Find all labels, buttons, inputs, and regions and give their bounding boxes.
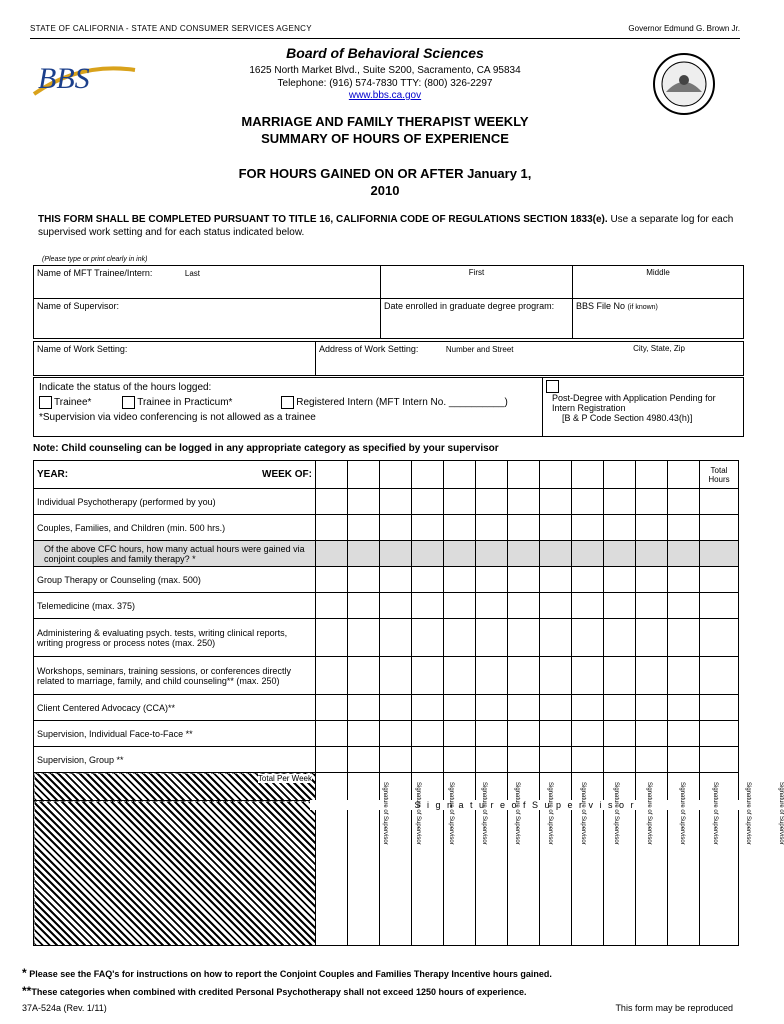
total-per-week-cell bbox=[34, 773, 316, 801]
hours-cell[interactable] bbox=[476, 721, 508, 747]
hours-row bbox=[34, 567, 739, 593]
name-table bbox=[33, 265, 744, 339]
hours-cell[interactable] bbox=[412, 515, 444, 541]
signature-cell[interactable] bbox=[540, 801, 572, 946]
hours-cell[interactable] bbox=[604, 657, 636, 695]
hours-cell[interactable] bbox=[540, 489, 572, 515]
hours-cell[interactable] bbox=[572, 657, 604, 695]
instructions-rest: Use a separate log for each supervised work setting and for each status indicated below. bbox=[38, 214, 734, 238]
hours-cell[interactable] bbox=[508, 567, 540, 593]
hours-cell[interactable] bbox=[668, 721, 700, 747]
week-cell[interactable] bbox=[668, 461, 700, 489]
footnote-double-star bbox=[22, 984, 527, 998]
supervisor-name-field[interactable] bbox=[34, 299, 381, 339]
hours-cell[interactable] bbox=[444, 619, 476, 657]
child-counseling-note: Note: Child counseling can be logged in any appropriate category as specified by your supervisor bbox=[33, 443, 499, 454]
week-cell[interactable] bbox=[380, 461, 412, 489]
week-cell[interactable] bbox=[572, 461, 604, 489]
hours-cell[interactable] bbox=[348, 541, 380, 567]
footnote-1: Please see the FAQ's for instructions on how to report the Conjoint Couples and Families Therapy Incentive hours gained. bbox=[29, 969, 552, 979]
hours-cell[interactable] bbox=[476, 747, 508, 773]
bp-code-label: [B & P Code Section 4980.43(h)] bbox=[562, 413, 693, 423]
hours-cell[interactable] bbox=[604, 541, 636, 567]
hours-cell[interactable] bbox=[476, 657, 508, 695]
hours-cell[interactable] bbox=[412, 567, 444, 593]
work-address-label: Address of Work Setting: bbox=[319, 344, 419, 354]
hours-cell[interactable] bbox=[508, 695, 540, 721]
subtitle-line-2: 2010 bbox=[370, 183, 400, 198]
hours-cell[interactable] bbox=[668, 695, 700, 721]
signature-column-text: Signature of Supervisor bbox=[547, 782, 553, 845]
hours-grid bbox=[33, 460, 739, 946]
year-label: YEAR: bbox=[37, 469, 69, 480]
hours-cell[interactable] bbox=[316, 541, 348, 567]
hours-cell[interactable] bbox=[540, 567, 572, 593]
hours-cell[interactable] bbox=[444, 721, 476, 747]
hours-cell[interactable] bbox=[508, 721, 540, 747]
hours-cell[interactable] bbox=[636, 695, 668, 721]
agency-name: STATE OF CALIFORNIA - STATE AND CONSUMER SERVICES AGENCY bbox=[30, 24, 312, 33]
hours-cell[interactable] bbox=[348, 593, 380, 619]
hours-row-label: Administering & evaluating psych. tests, writing clinical reports, writing progress or process notes (max. 250) bbox=[34, 619, 316, 657]
hours-cell[interactable] bbox=[444, 515, 476, 541]
hours-cell[interactable] bbox=[668, 593, 700, 619]
hours-cell[interactable] bbox=[380, 657, 412, 695]
status-cell bbox=[34, 378, 543, 437]
hours-cell[interactable] bbox=[636, 541, 668, 567]
hours-cell[interactable] bbox=[412, 721, 444, 747]
year-week-header bbox=[34, 461, 316, 489]
hours-cell[interactable] bbox=[540, 747, 572, 773]
practicum-checkbox[interactable] bbox=[122, 396, 135, 409]
week-of-label: WEEK OF: bbox=[262, 469, 312, 480]
hours-cell[interactable] bbox=[604, 515, 636, 541]
hours-cell[interactable] bbox=[572, 721, 604, 747]
total-per-week-label: Total Per Week bbox=[257, 774, 312, 783]
hours-cell[interactable] bbox=[348, 567, 380, 593]
hours-cell[interactable] bbox=[380, 567, 412, 593]
signature-column-text: Signature of Supervisor bbox=[745, 782, 751, 845]
work-setting-label: Name of Work Setting: bbox=[37, 344, 128, 354]
hours-cell[interactable] bbox=[412, 541, 444, 567]
hours-row bbox=[34, 541, 739, 567]
footnote-2: These categories when combined with credited Personal Psychotherapy shall not exceed 1250 hours of experience. bbox=[31, 987, 527, 997]
hours-cell[interactable] bbox=[316, 721, 348, 747]
hours-cell[interactable] bbox=[636, 489, 668, 515]
hours-row bbox=[34, 619, 739, 657]
row-total-cell[interactable] bbox=[700, 695, 739, 721]
row-total-cell[interactable] bbox=[700, 657, 739, 695]
signature-column-text: Signature of Supervisor bbox=[679, 782, 685, 845]
hours-row bbox=[34, 721, 739, 747]
registered-intern-checkbox[interactable] bbox=[281, 396, 294, 409]
hours-cell[interactable] bbox=[348, 619, 380, 657]
hours-cell[interactable] bbox=[604, 721, 636, 747]
week-cell[interactable] bbox=[444, 461, 476, 489]
hours-cell[interactable] bbox=[668, 747, 700, 773]
signature-cell[interactable] bbox=[572, 801, 604, 946]
week-cell[interactable] bbox=[540, 461, 572, 489]
signature-column-text: Signature of Supervisor bbox=[778, 782, 784, 845]
video-note: *Supervision via video conferencing is not allowed as a trainee bbox=[39, 412, 316, 423]
last-label: Last bbox=[184, 269, 201, 278]
practicum-label: Trainee in Practicum* bbox=[137, 397, 233, 409]
total-week-cell[interactable] bbox=[540, 773, 572, 801]
hours-cell[interactable] bbox=[380, 593, 412, 619]
week-cell[interactable] bbox=[508, 461, 540, 489]
city-state-zip-label: City, State, Zip bbox=[633, 344, 685, 353]
governor-name: Governor Edmund G. Brown Jr. bbox=[628, 24, 740, 33]
hours-row bbox=[34, 657, 739, 695]
hours-cell[interactable] bbox=[316, 657, 348, 695]
hours-cell[interactable] bbox=[636, 567, 668, 593]
hours-row bbox=[34, 515, 739, 541]
post-degree-label: Post-Degree with Application Pending for Intern Registration bbox=[552, 393, 716, 413]
bbs-logo bbox=[30, 52, 140, 107]
hours-cell[interactable] bbox=[476, 489, 508, 515]
row-total-cell[interactable] bbox=[700, 747, 739, 773]
middle-name-field[interactable] bbox=[573, 266, 744, 299]
hours-cell[interactable] bbox=[380, 515, 412, 541]
total-week-cell[interactable] bbox=[348, 773, 380, 801]
hours-cell[interactable] bbox=[540, 657, 572, 695]
state-seal-icon bbox=[652, 52, 716, 116]
hours-cell[interactable] bbox=[444, 695, 476, 721]
hours-cell[interactable] bbox=[508, 541, 540, 567]
hours-row bbox=[34, 593, 739, 619]
trainee-checkbox[interactable] bbox=[39, 396, 52, 409]
hours-cell[interactable] bbox=[412, 593, 444, 619]
signature-cell[interactable] bbox=[604, 801, 636, 946]
hours-cell[interactable] bbox=[380, 721, 412, 747]
hours-cell[interactable] bbox=[444, 747, 476, 773]
hours-cell[interactable] bbox=[316, 489, 348, 515]
hours-cell[interactable] bbox=[412, 619, 444, 657]
signature-cell[interactable] bbox=[508, 801, 540, 946]
hours-cell[interactable] bbox=[668, 567, 700, 593]
registered-intern-label: Registered Intern (MFT Intern No. __________) bbox=[296, 397, 508, 409]
hours-row-label: Telemedicine (max. 375) bbox=[34, 593, 316, 619]
total-week-cell[interactable] bbox=[316, 773, 348, 801]
row-total-cell[interactable] bbox=[700, 515, 739, 541]
hours-cell[interactable] bbox=[508, 489, 540, 515]
signature-banner: S i g n a t u r e o f S u p e r v i s o r bbox=[310, 800, 740, 810]
row-total-cell[interactable] bbox=[700, 489, 739, 515]
date-enrolled-field[interactable] bbox=[381, 299, 573, 339]
title-line-1: MARRIAGE AND FAMILY THERAPIST WEEKLY bbox=[241, 114, 529, 129]
signature-column-text: Signature of Supervisor bbox=[514, 782, 520, 845]
hours-cell[interactable] bbox=[444, 567, 476, 593]
hours-row bbox=[34, 489, 739, 515]
top-banner bbox=[30, 20, 740, 39]
instructions-bold: THIS FORM SHALL BE COMPLETED PURSUANT TO TITLE 16, CALIFORNIA CODE OF REGULATIONS SECTION 1833(e). bbox=[38, 214, 608, 225]
hours-cell[interactable] bbox=[348, 657, 380, 695]
week-cell[interactable] bbox=[476, 461, 508, 489]
hours-cell[interactable] bbox=[604, 747, 636, 773]
hours-cell[interactable] bbox=[444, 593, 476, 619]
status-table bbox=[33, 377, 744, 437]
hours-cell[interactable] bbox=[380, 489, 412, 515]
hours-cell[interactable] bbox=[540, 695, 572, 721]
hours-cell[interactable] bbox=[348, 695, 380, 721]
hours-cell[interactable] bbox=[604, 489, 636, 515]
hours-cell[interactable] bbox=[444, 489, 476, 515]
hours-cell[interactable] bbox=[636, 515, 668, 541]
signature-column-text: Signature of Supervisor bbox=[646, 782, 652, 845]
row-total-cell[interactable] bbox=[700, 567, 739, 593]
week-cell[interactable] bbox=[316, 461, 348, 489]
hours-cell[interactable] bbox=[636, 747, 668, 773]
hours-cell[interactable] bbox=[668, 541, 700, 567]
hours-cell[interactable] bbox=[380, 747, 412, 773]
hours-cell[interactable] bbox=[380, 695, 412, 721]
total-week-cell[interactable] bbox=[572, 773, 604, 801]
hours-cell[interactable] bbox=[476, 541, 508, 567]
hours-cell[interactable] bbox=[572, 541, 604, 567]
footnote-star bbox=[22, 966, 552, 980]
hours-cell[interactable] bbox=[476, 515, 508, 541]
middle-label: Middle bbox=[646, 268, 670, 277]
hours-cell[interactable] bbox=[412, 695, 444, 721]
first-name-field[interactable] bbox=[381, 266, 573, 299]
hours-cell[interactable] bbox=[540, 541, 572, 567]
hours-row-label: Individual Psychotherapy (performed by you) bbox=[34, 489, 316, 515]
form-subtitle bbox=[150, 165, 620, 199]
address-line: 1625 North Market Blvd., Suite S200, Sacramento, CA 95834 bbox=[249, 65, 521, 76]
hours-cell[interactable] bbox=[604, 593, 636, 619]
week-cell[interactable] bbox=[412, 461, 444, 489]
trainee-label: Trainee* bbox=[54, 397, 92, 409]
total-week-cell[interactable] bbox=[604, 773, 636, 801]
hours-cell[interactable] bbox=[348, 489, 380, 515]
signature-column-text: Signature of Supervisor bbox=[415, 782, 421, 845]
hours-cell[interactable] bbox=[380, 619, 412, 657]
status-label: Indicate the status of the hours logged: bbox=[39, 382, 212, 393]
hours-row-label: Of the above CFC hours, how many actual hours were gained via conjoint couples and family therapy? * bbox=[34, 541, 316, 567]
bbs-file-field[interactable] bbox=[573, 299, 744, 339]
week-cell[interactable] bbox=[348, 461, 380, 489]
hours-cell[interactable] bbox=[412, 747, 444, 773]
hours-cell[interactable] bbox=[348, 515, 380, 541]
hours-cell[interactable] bbox=[540, 721, 572, 747]
signature-column-text: Signature of Supervisor bbox=[448, 782, 454, 845]
hours-cell[interactable] bbox=[572, 567, 604, 593]
work-setting-field[interactable] bbox=[34, 342, 316, 376]
hours-cell[interactable] bbox=[508, 657, 540, 695]
total-hours-header: Total Hours bbox=[700, 461, 739, 489]
week-cell[interactable] bbox=[636, 461, 668, 489]
website-link[interactable]: www.bbs.ca.gov bbox=[348, 90, 422, 101]
hours-cell[interactable] bbox=[348, 747, 380, 773]
hours-cell[interactable] bbox=[508, 593, 540, 619]
hours-cell[interactable] bbox=[636, 721, 668, 747]
hours-cell[interactable] bbox=[508, 619, 540, 657]
row-total-cell[interactable] bbox=[700, 721, 739, 747]
hours-cell[interactable] bbox=[412, 657, 444, 695]
hours-cell[interactable] bbox=[476, 567, 508, 593]
week-cell[interactable] bbox=[604, 461, 636, 489]
hours-cell[interactable] bbox=[316, 695, 348, 721]
hours-cell[interactable] bbox=[348, 721, 380, 747]
hatched-area bbox=[34, 801, 316, 946]
print-note: (Please type or print clearly in ink) bbox=[42, 256, 148, 263]
hours-cell[interactable] bbox=[540, 593, 572, 619]
hours-cell[interactable] bbox=[636, 619, 668, 657]
hours-cell[interactable] bbox=[476, 619, 508, 657]
hours-cell[interactable] bbox=[476, 695, 508, 721]
signature-column-text: Signature of Supervisor bbox=[382, 782, 388, 845]
row-total-cell[interactable] bbox=[700, 619, 739, 657]
signature-column-text: Signature of Supervisor bbox=[712, 782, 718, 845]
hours-cell[interactable] bbox=[316, 567, 348, 593]
hours-cell[interactable] bbox=[636, 657, 668, 695]
signature-column-text: Signature of Supervisor bbox=[613, 782, 619, 845]
hours-row-label: Client Centered Advocacy (CCA)** bbox=[34, 695, 316, 721]
hours-cell[interactable] bbox=[444, 541, 476, 567]
hours-cell[interactable] bbox=[540, 515, 572, 541]
trainee-name-field[interactable] bbox=[34, 266, 381, 299]
hours-cell[interactable] bbox=[668, 619, 700, 657]
supervisor-label: Name of Supervisor: bbox=[37, 301, 120, 311]
hours-cell[interactable] bbox=[668, 657, 700, 695]
total-week-cell[interactable] bbox=[508, 773, 540, 801]
title-line-2: SUMMARY OF HOURS OF EXPERIENCE bbox=[261, 131, 509, 146]
if-known-label: (if known) bbox=[627, 304, 658, 311]
hours-cell[interactable] bbox=[316, 593, 348, 619]
hours-row-label: Group Therapy or Counseling (max. 500) bbox=[34, 567, 316, 593]
trainee-name-label: Name of MFT Trainee/Intern: bbox=[37, 268, 153, 278]
subtitle-line-1: FOR HOURS GAINED ON OR AFTER January 1, bbox=[238, 166, 532, 181]
hours-cell[interactable] bbox=[604, 695, 636, 721]
hours-cell[interactable] bbox=[572, 695, 604, 721]
logo-text: BBS bbox=[38, 62, 90, 95]
hours-cell[interactable] bbox=[572, 747, 604, 773]
form-title bbox=[150, 113, 620, 147]
hours-cell[interactable] bbox=[668, 515, 700, 541]
hours-row bbox=[34, 747, 739, 773]
first-label: First bbox=[468, 268, 485, 277]
hours-row bbox=[34, 695, 739, 721]
signature-cell[interactable] bbox=[348, 801, 380, 946]
hours-cell[interactable] bbox=[316, 515, 348, 541]
hours-row-label: Workshops, seminars, training sessions, or conferences directly related to marriage, family, and child counseling** (max. 250) bbox=[34, 657, 316, 695]
work-setting-table bbox=[33, 341, 744, 376]
hours-row-label: Supervision, Group ** bbox=[34, 747, 316, 773]
hours-cell[interactable] bbox=[444, 657, 476, 695]
number-street-label: Number and Street bbox=[445, 345, 514, 354]
row-total-cell[interactable] bbox=[700, 541, 739, 567]
hours-cell[interactable] bbox=[636, 593, 668, 619]
hours-cell[interactable] bbox=[572, 515, 604, 541]
form-number: 37A-524a (Rev. 1/11) bbox=[22, 1003, 107, 1013]
row-total-cell[interactable] bbox=[700, 593, 739, 619]
hours-cell[interactable] bbox=[476, 593, 508, 619]
hours-row-label: Supervision, Individual Face-to-Face ** bbox=[34, 721, 316, 747]
hours-cell[interactable] bbox=[572, 593, 604, 619]
star-marker: * bbox=[22, 966, 27, 980]
phone-line: Telephone: (916) 574-7830 TTY: (800) 326-2297 bbox=[277, 78, 493, 89]
signature-cell[interactable] bbox=[316, 801, 348, 946]
hours-cell[interactable] bbox=[316, 619, 348, 657]
post-degree-checkbox[interactable] bbox=[546, 380, 559, 393]
reproduce-note: This form may be reproduced bbox=[615, 1003, 733, 1013]
hours-cell[interactable] bbox=[572, 619, 604, 657]
hours-cell[interactable] bbox=[508, 747, 540, 773]
hours-cell[interactable] bbox=[604, 619, 636, 657]
instructions bbox=[38, 213, 743, 239]
hours-row-label: Couples, Families, and Children (min. 500 hrs.) bbox=[34, 515, 316, 541]
hours-cell[interactable] bbox=[604, 567, 636, 593]
board-name: Board of Behavioral Sciences bbox=[286, 45, 484, 61]
hours-cell[interactable] bbox=[412, 489, 444, 515]
hours-cell[interactable] bbox=[572, 489, 604, 515]
hours-cell[interactable] bbox=[508, 515, 540, 541]
hours-cell[interactable] bbox=[540, 619, 572, 657]
hours-cell[interactable] bbox=[380, 541, 412, 567]
double-star-marker: ** bbox=[22, 984, 32, 998]
hours-cell[interactable] bbox=[668, 489, 700, 515]
hours-cell[interactable] bbox=[316, 747, 348, 773]
signature-column-text: Signature of Supervisor bbox=[580, 782, 586, 845]
board-address bbox=[150, 64, 620, 90]
bbs-file-label: BBS File No bbox=[576, 301, 626, 311]
grand-total-cell[interactable] bbox=[700, 773, 739, 801]
date-enrolled-label: Date enrolled in graduate degree program: bbox=[384, 301, 555, 311]
signature-total-cell bbox=[700, 801, 739, 946]
work-address-field[interactable] bbox=[316, 342, 744, 376]
post-degree-cell bbox=[543, 378, 744, 437]
signature-column-text: Signature of Supervisor bbox=[481, 782, 487, 845]
